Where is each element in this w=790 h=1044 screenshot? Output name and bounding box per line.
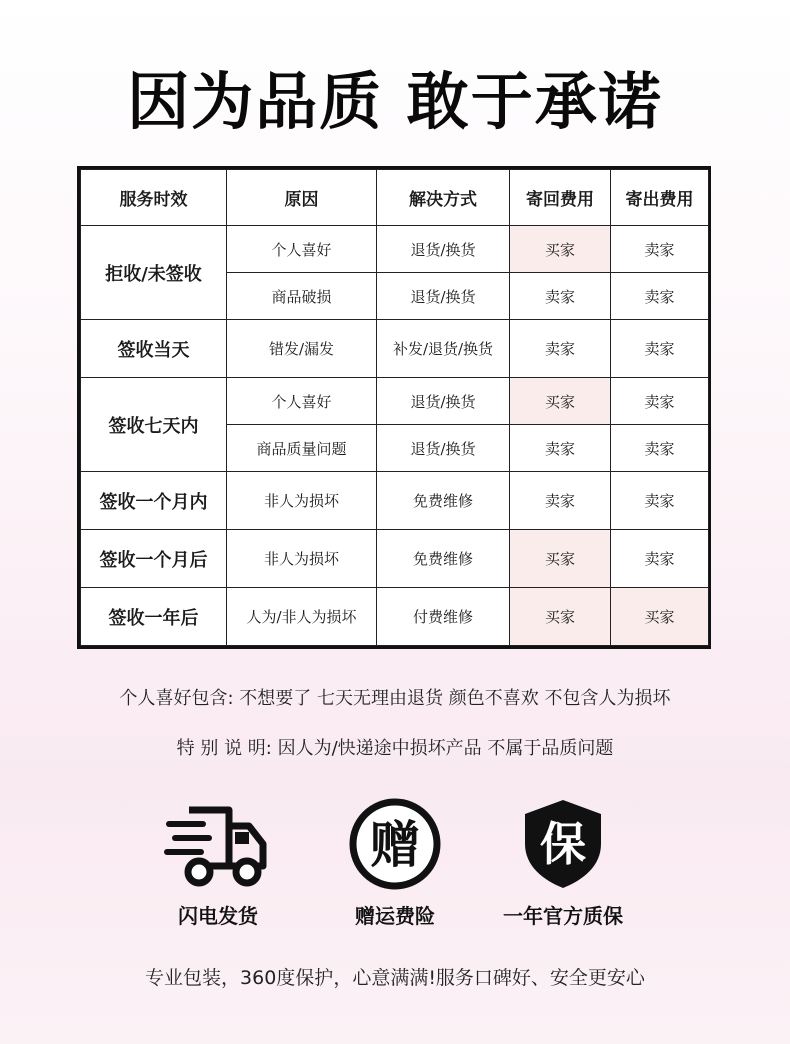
return-fee-cell: 买家 [510, 378, 611, 425]
solution-cell: 退货/换货 [377, 425, 510, 472]
header-send-fee: 寄出费用 [611, 170, 709, 226]
reason-cell: 商品质量问题 [227, 425, 377, 472]
shield-icon-glyph: 保 [540, 817, 586, 871]
solution-cell: 退货/换货 [377, 378, 510, 425]
send-fee-cell: 卖家 [611, 530, 709, 588]
solution-cell: 免费维修 [377, 472, 510, 530]
table-row [81, 226, 709, 273]
reason-cell: 个人喜好 [227, 226, 377, 273]
feature-label: 闪电发货 [178, 904, 258, 928]
header-solution: 解决方式 [377, 170, 510, 226]
table-header-row [81, 170, 709, 226]
send-fee-cell: 卖家 [611, 226, 709, 273]
table-row [81, 588, 709, 646]
return-fee-cell: 买家 [510, 226, 611, 273]
note-preference: 个人喜好包含: 不想要了 七天无理由退货 颜色不喜欢 不包含人为损坏 [119, 688, 671, 709]
table-row [81, 378, 709, 425]
service-policy-table [77, 166, 711, 649]
solution-cell: 补发/退货/换货 [377, 320, 510, 378]
feature-fast-shipping [118, 796, 318, 929]
table-row [81, 530, 709, 588]
feature-label: 一年官方质保 [503, 904, 623, 928]
send-fee-cell: 卖家 [611, 378, 709, 425]
delivery-truck-icon [163, 796, 273, 892]
footer-slogan: 专业包装，360度保护，心意满满!服务口碑好、安全更安心 [145, 967, 645, 989]
return-fee-cell: 卖家 [510, 425, 611, 472]
return-fee-cell: 买家 [510, 588, 611, 646]
shield-icon [515, 796, 611, 892]
send-fee-cell: 卖家 [611, 320, 709, 378]
send-fee-cell: 买家 [611, 588, 709, 646]
header-period: 服务时效 [81, 170, 227, 226]
period-cell: 拒收/未签收 [81, 226, 227, 320]
return-fee-cell: 卖家 [510, 273, 611, 320]
gift-icon-glyph: 赠 [370, 816, 420, 874]
gift-circle-icon [345, 796, 445, 892]
feature-label: 赠运费险 [355, 904, 435, 928]
solution-cell: 退货/换货 [377, 226, 510, 273]
send-fee-cell: 卖家 [611, 472, 709, 530]
reason-cell: 非人为损坏 [227, 530, 377, 588]
solution-cell: 付费维修 [377, 588, 510, 646]
reason-cell: 个人喜好 [227, 378, 377, 425]
note-special: 特 别 说 明: 因人为/快递途中损坏产品 不属于品质问题 [176, 738, 614, 759]
reason-cell: 错发/漏发 [227, 320, 377, 378]
return-fee-cell: 买家 [510, 530, 611, 588]
return-fee-cell: 卖家 [510, 472, 611, 530]
solution-cell: 退货/换货 [377, 273, 510, 320]
solution-cell: 免费维修 [377, 530, 510, 588]
period-cell: 签收七天内 [81, 378, 227, 472]
send-fee-cell: 卖家 [611, 273, 709, 320]
table-row [81, 320, 709, 378]
header-reason: 原因 [227, 170, 377, 226]
header-return-fee: 寄回费用 [510, 170, 611, 226]
table-row [81, 472, 709, 530]
send-fee-cell: 卖家 [611, 425, 709, 472]
reason-cell: 非人为损坏 [227, 472, 377, 530]
reason-cell: 商品破损 [227, 273, 377, 320]
period-cell: 签收一年后 [81, 588, 227, 646]
period-cell: 签收一个月后 [81, 530, 227, 588]
return-fee-cell: 卖家 [510, 320, 611, 378]
feature-warranty [463, 796, 663, 929]
period-cell: 签收当天 [81, 320, 227, 378]
period-cell: 签收一个月内 [81, 472, 227, 530]
reason-cell: 人为/非人为损坏 [227, 588, 377, 646]
page-title: 因为品质 敢于承诺 [127, 65, 663, 138]
